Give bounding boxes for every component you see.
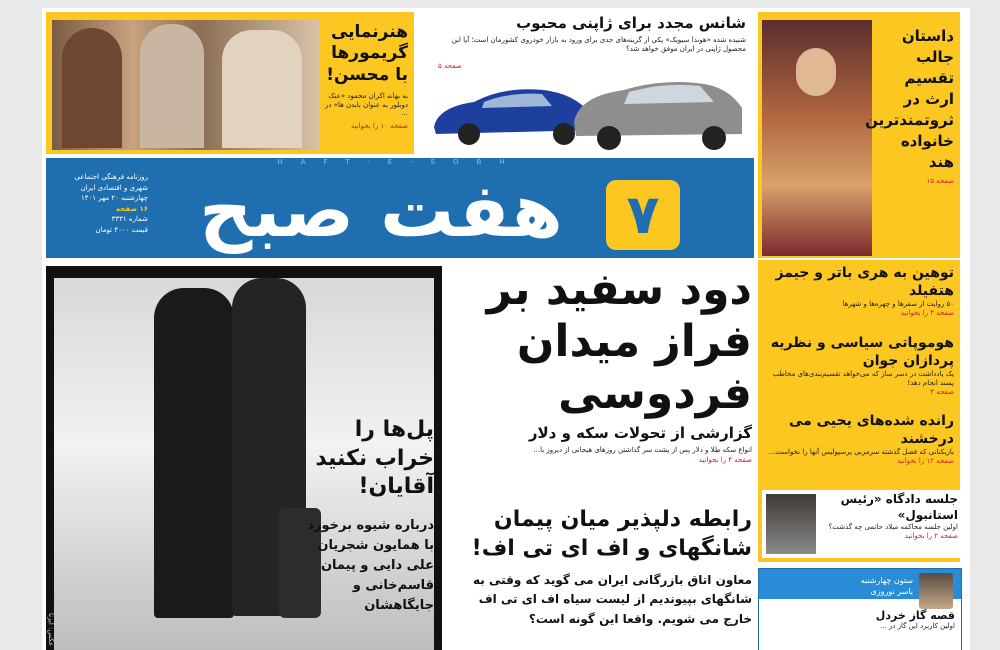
top-left-body: به بهانه اکران محمود «عنک دوبلور به عنوان بایدن ها» در ...	[324, 91, 408, 118]
masthead-info-line: شماره ۳۳۳۱	[111, 215, 148, 223]
right-item-body: بازیکنانی که فصل گذشته سرمربی پرسپولیس آنها را نخواست...	[768, 448, 954, 457]
main-headline: دود سفید بر فراز میدان فردوسی	[486, 264, 752, 419]
right-item-page-ref: صفحه ۴	[930, 387, 954, 396]
portrait-1	[62, 28, 122, 148]
author-avatar	[919, 573, 953, 609]
photo-story[interactable]	[46, 266, 442, 650]
masthead	[46, 158, 754, 258]
column-headline: قصه گاز خردل	[875, 609, 955, 622]
court-story[interactable]	[758, 486, 960, 562]
figure-1	[154, 288, 234, 618]
photo-story-headline: پل‌ها را خراب نکنید آقایان!	[315, 417, 434, 500]
column-body: اولین کاربرد این گاز در ...	[879, 622, 955, 630]
newspaper-front-page	[42, 8, 970, 650]
column-label: ستون چهارشنبه	[860, 576, 913, 585]
actor-photos	[52, 20, 320, 150]
court-headline: جلسه دادگاه «رئیس استانبول»	[840, 492, 958, 522]
portrait-2	[140, 24, 204, 148]
top-middle-body: شنیده شده «هوندا سیویک» یکی از گزینه‌های جدی برای ورود به بازار خودروی کشورمان است؛ آیا این محصول ژاپنی در ایران موفق خواهد شد؟	[451, 36, 746, 53]
court-page-ref: صفحه ۲ را بخوانید	[904, 531, 958, 540]
top-middle-headline: شانس مجدد برای ژاپنی محبوب	[516, 14, 746, 32]
column-labels	[861, 575, 913, 597]
top-right-teaser[interactable]	[758, 12, 960, 258]
right-item-headline: توهین به هری باتر و جیمز هتفیلد	[775, 265, 954, 300]
second-headline: رابطه دلپذیر میان پیمان شانگهای و اف ای تی اف!	[471, 507, 752, 561]
second-story[interactable]	[450, 506, 752, 650]
right-item-2[interactable]	[764, 334, 954, 397]
second-body: معاون اتاق بازرگانی ایران می گوید که وقتی به شانگهای بپیوندیم از لیست سیاه اف ای تی اف خارج می شویم. واقعا این گونه است؟	[473, 573, 752, 626]
main-subhead: گزارشی از تحولات سکه و دلار	[528, 423, 752, 442]
cars-illustration	[424, 72, 748, 152]
masthead-info-line: ۱۶ صفحه	[115, 204, 148, 213]
portrait-face	[796, 48, 836, 96]
portrait-3	[222, 30, 302, 148]
court-body: اولین جلسه محاکمه میلاد حاتمی چه گذشت؟	[828, 523, 958, 532]
top-right-page-ref: صفحه ۱۵	[926, 177, 954, 185]
top-middle-teaser[interactable]	[418, 12, 754, 154]
top-right-headline: داستان جالب تقسیم ارث در ثروتمندترین خانواده هند	[865, 27, 954, 171]
main-story[interactable]	[450, 264, 752, 504]
top-left-teaser[interactable]	[46, 12, 414, 154]
masthead-info-line: شهری و اقتصادی ایران	[80, 183, 148, 192]
bride-photo	[762, 20, 872, 256]
right-item-headline: رانده شده‌های یحیی می درخشند	[788, 413, 954, 448]
column-box[interactable]	[758, 568, 962, 650]
main-body: انواع سکه طلا و دلار پس از پشت سر گذاشتن روزهای هیجانی از دیروز با...	[533, 445, 752, 454]
defendant-photo	[766, 494, 816, 554]
top-left-page-ref: صفحه ۱۰ را بخوانید	[350, 122, 408, 130]
blue-car	[434, 89, 597, 145]
top-left-headline: هنرنمایی گریمورها با محسن!	[326, 22, 408, 85]
right-item-1[interactable]	[764, 264, 954, 318]
masthead-info	[52, 172, 148, 235]
gray-car	[574, 82, 742, 150]
photo-credit: عکس: ایرنا	[46, 612, 55, 646]
right-item-headline: هوموپاتی سیاسی و نظریه پردازان جوان	[770, 335, 954, 370]
main-page-ref: صفحه ۴ را بخوانید	[698, 456, 752, 465]
column-author: یاسر نوروزی	[870, 587, 913, 597]
right-item-page-ref: صفحه ۱۲ را بخوانید	[896, 457, 954, 466]
right-column	[758, 260, 960, 486]
right-item-3[interactable]	[764, 412, 954, 466]
right-item-page-ref: صفحه ۴ را بخوانید	[900, 309, 954, 318]
masthead-info-line: قیمت ۴۰۰۰ تومان	[95, 225, 148, 234]
masthead-logo: هفت صبح	[199, 168, 563, 254]
right-item-body: ۵۰ روایت از سفرها و چهره‌ها و شهرها	[842, 300, 954, 309]
masthead-logo-number: ۷	[606, 180, 680, 250]
right-item-body: یک یادداشت در دسر ساز که می‌خواهد تقسیم‌بندی‌های مخاطب پسند انجام دهد!	[772, 370, 954, 388]
top-middle-page-ref: صفحه ۵	[438, 62, 462, 70]
photo-story-body: درباره شیوه برخورد با همایون شجریان علی دایی و پیمان قاسم‌خانی و جایگاهشان	[307, 517, 434, 614]
masthead-info-line: روزنامه فرهنگی اجتماعی	[74, 173, 148, 181]
court-story-card	[762, 490, 962, 558]
masthead-info-line: چهارشنبه ۲۰ مهر ۱۴۰۱	[80, 194, 148, 202]
masthead-latin: HAFT-E-SOBH	[277, 158, 523, 166]
